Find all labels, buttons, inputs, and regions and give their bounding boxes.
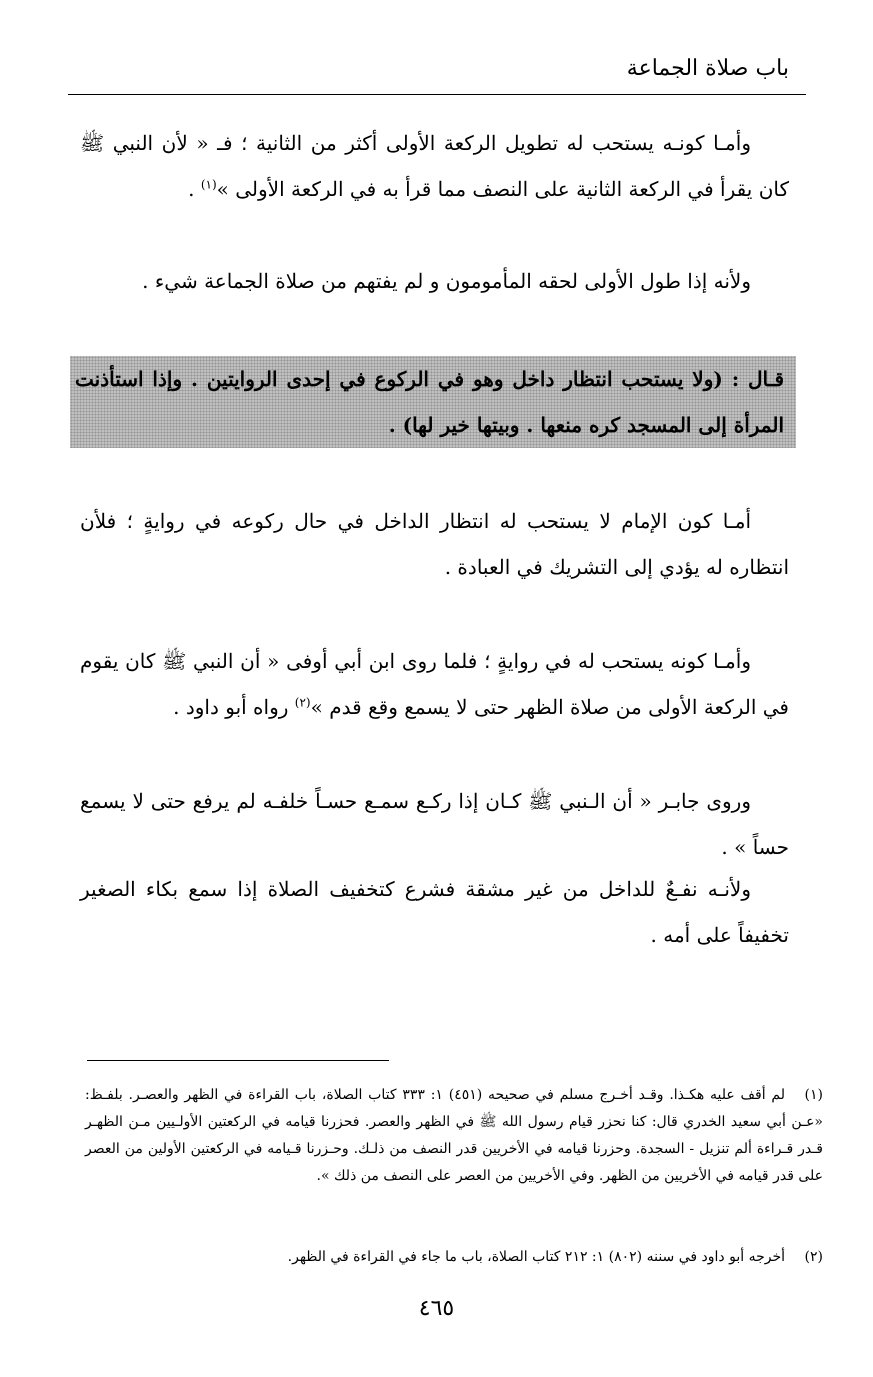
footnote-1-text: لم أقف عليه هكـذا. وقـد أخـرج مسلم في صحيحه (٤٥١) ١: ٣٣٣ كتاب الصلاة، باب القراءة في الظهر والعصـر. بلفـظ: «عـن أبي سعيد الخدري قال: كنا نحزر قيام رسول الله ﷺ في الظهر والعصر. فحزرنا قيامه في الركعتين الأولـيين مـن الظهـر قـدر قـراءة ألم تنزيل - السجدة. وحزرنا قيامه في الأخريين قدر النصف من ذلـك. وحـزرنا قـيامه في الركعتين الأولين من العصر على قدر قيامه في الأخريين من الظهر. وفي الأخريين من العصر على النصف من ذلك ». [85,1087,823,1184]
paragraph-4-text: وأمـا كونه يستحب له في روايةٍ ؛ فلما روى ابن أبي أوفى « أن النبي ﷺ كان يقوم في الركعة الأولى من صلاة الظهر حتى لا يسمع وقع قدم » [80,649,789,719]
paragraph-4 [80,638,789,730]
chapter-title: باب صلاة الجماعة [626,56,789,81]
paragraph-6: ولأنـه نفـعٌ للداخل من غير مشقة فشرع كتخفيف الصلاة إذا سمع بكاء الصغير تخفيفاً على أمه . [80,877,789,947]
footnote-2 [85,1244,823,1271]
footnote-1 [85,1082,823,1190]
quoted-text-box [70,356,796,448]
paragraph-1-text: وأمـا كونـه يستحب له تطويل الركعة الأولى أكثر من الثانية ؛ فـ « لأن النبي ﷺ كان يقرأ في الركعة الثانية على النصف مما قرأ به في الركعة الأولى » [80,131,789,201]
footnote-1-number: (١) [804,1087,823,1103]
paragraph-1 [80,120,789,212]
page-number: ٤٦٥ [418,1296,455,1321]
quoted-text: قـال : (ولا يستحب انتظار داخل وهو في الركوع في إحدى الروايتين . وإذا استأذنت المرأة إلى المسجد كره منعها . وبيتها خير لها) . [75,367,784,437]
paragraph-4-end: رواه أبو داود . [173,695,295,719]
paragraph-2: ولأنه إذا طول الأولى لحقه المأمومون و لم يفتهم من صلاة الجماعة شيء . [142,269,751,293]
footnote-2-text: أخرجه أبو داود في سننه (٨٠٢) ١: ٢١٢ كتاب الصلاة، باب ما جاء في القراءة في الظهر. [287,1249,785,1265]
footnote-ref-2[interactable]: (٢) [294,695,311,710]
header-divider [68,94,806,95]
paragraph-3: أمـا كون الإمام لا يستحب له انتظار الداخل في حال ركوعه في روايةٍ ؛ فلأن انتظاره له يؤدي إلى التشريك في العبادة . [80,509,789,579]
footnote-ref-1[interactable]: (١) [200,177,217,192]
footnote-divider [87,1060,389,1061]
paragraph-5: وروى جابـر « أن الـنبي ﷺ كـان إذا ركـع سمـع حسـاً خلفـه لم يرفع حتى لا يسمع حساً » . [80,789,789,859]
paragraph-1-end: . [188,177,201,201]
footnote-2-number: (٢) [804,1249,823,1265]
